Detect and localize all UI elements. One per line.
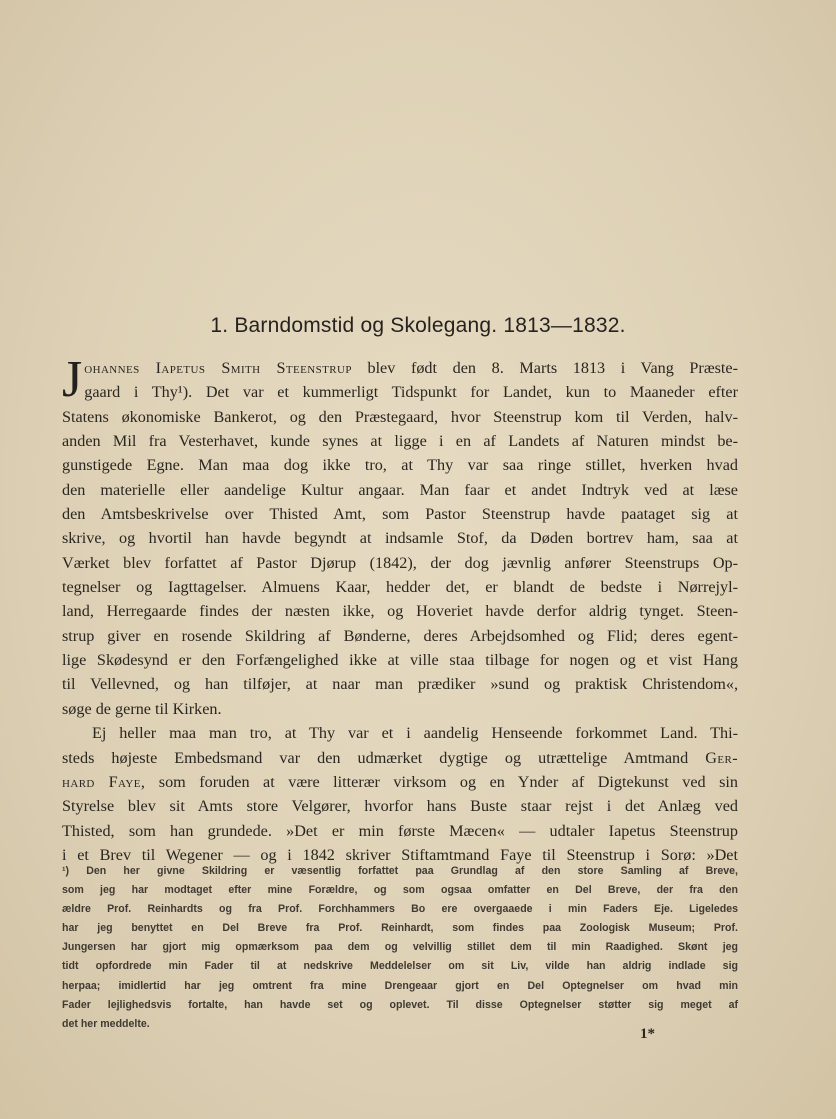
text-line: Statens økonomiske Bankerot, og den Præstegaard, hvor Steenstrup kom til Verden, halv- <box>62 407 738 426</box>
footnote-line: tidt opfordrede min Fader til at nedskrive Meddelelser om sit Liv, vilde han aldrig indlade sig <box>62 960 738 973</box>
person-name: Ger- <box>705 748 738 767</box>
drop-cap: J <box>62 351 83 408</box>
text-line: Thisted, som han grundede. »Det er min første Mæcen« — udtaler Iapetus Steenstrup <box>62 821 738 840</box>
text-line: hard Faye, som foruden at være litterær virksom og en Ynder af Digtekunst ved sin <box>62 772 738 791</box>
body-text <box>62 351 738 867</box>
footnote-line: herpaa; imidlertid har jeg omtrent fra mine Drengeaar gjort en Del Optegnelser om hvad min <box>62 979 738 992</box>
text-line: gunstigede Egne. Man maa dog ikke tro, at Thy var saa ringe stillet, hverken hvad <box>62 456 738 475</box>
text-line: den materielle eller aandelige Kultur angaar. Man faar et andet Indtryk ved at læse <box>62 480 738 499</box>
footnote-line: ældre Prof. Reinhardts og fra Prof. Forchhammers Bo ere overgaaede i min Faders Eje. Ligeledes <box>62 903 738 916</box>
footnote-line: som jeg har modtaget efter mine Forældre, og som ogsaa omfatter en Del Breve, der fra den <box>62 884 738 897</box>
text-line: strup giver en rosende Skildring af Bønderne, deres Arbejdsomhed og Flid; deres egent- <box>62 626 738 645</box>
text-line: steds højeste Embedsmand var den udmærket dygtige og utrættelige Amtmand Ger- <box>62 748 738 767</box>
text-line: lige Skødesynd er den Forfængelighed ikke at ville staa tilbage for nogen og et vist Hang <box>62 651 738 670</box>
page-number: 1* <box>640 1026 655 1042</box>
footnote-line: Jungersen har gjort mig opmærksom paa dem og velvillig stillet dem til min Raadighed. Skønt jeg <box>62 941 738 954</box>
footnote-line: Fader lejlighedsvis fortalte, han havde set og oplevet. Til disse Optegnelser støtter sig meget af <box>62 998 738 1011</box>
text-line: i et Brev til Wegener — og i 1842 skriver Stiftamtmand Faye til Steenstrup i Sorø: »Det <box>62 845 738 864</box>
footnote-line: det her meddelte. <box>62 1017 150 1030</box>
text-line: Styrelse blev sit Amts store Velgører, hvorfor hans Buste staar rejst i det Anlæg ved <box>62 797 738 816</box>
text-line: Ej heller maa man tro, at Thy var et i aandelig Henseende forkommet Land. Thi- <box>92 724 738 743</box>
footnote <box>62 862 738 1034</box>
chapter-heading: 1. Barndomstid og Skolegang. 1813—1832. <box>210 314 626 337</box>
footnote-line: har jeg benyttet en Del Breve fra Prof. Reinhardt, som findes paa Zoologisk Museum; Prof. <box>62 922 738 935</box>
text-line: søge de gerne til Kirken. <box>62 699 222 718</box>
author-name: ohannes Iapetus Smith Steenstrup <box>84 359 352 377</box>
text-line: gaard i Thy¹). Det var et kummerligt Tidspunkt for Landet, kun to Maaneder efter <box>84 383 738 402</box>
text-line: den Amtsbeskrivelse over Thisted Amt, som Pastor Steenstrup havde paataget sig at <box>62 505 738 524</box>
text-line: Værket blev forfattet af Pastor Djørup (1842), der dog jævnlig anfører Steenstrups Op- <box>62 553 738 572</box>
person-name: hard Faye, <box>62 772 146 791</box>
text-line: tegnelser og Iagttagelser. Almuens Kaar, hedder det, er blandt de bedste i Nørrejyl- <box>62 578 738 597</box>
text-line: anden Mil fra Vesterhavet, kunde synes at ligge i en af Landets af Naturen mindst be- <box>62 432 738 451</box>
text-line: skrive, og hvortil han havde begyndt at indsamle Stof, da Døden bortrev ham, saa at <box>62 529 738 548</box>
footnote-line: ¹) Den her givne Skildring er væsentlig forfattet paa Grundlag af den store Samling af Breve, <box>62 865 738 877</box>
text-line: land, Herregaarde findes der næsten ikke, og Hoveriet havde derfor aldrig tynget. Steen- <box>62 602 738 621</box>
text-line: ohannes Iapetus Smith Steenstrup blev født den 8. Marts 1813 i Vang Præste- <box>84 359 738 377</box>
text-line: til Vellevned, og han tilføjer, at naar man prædiker »sund og praktisk Christendom«, <box>62 675 738 694</box>
